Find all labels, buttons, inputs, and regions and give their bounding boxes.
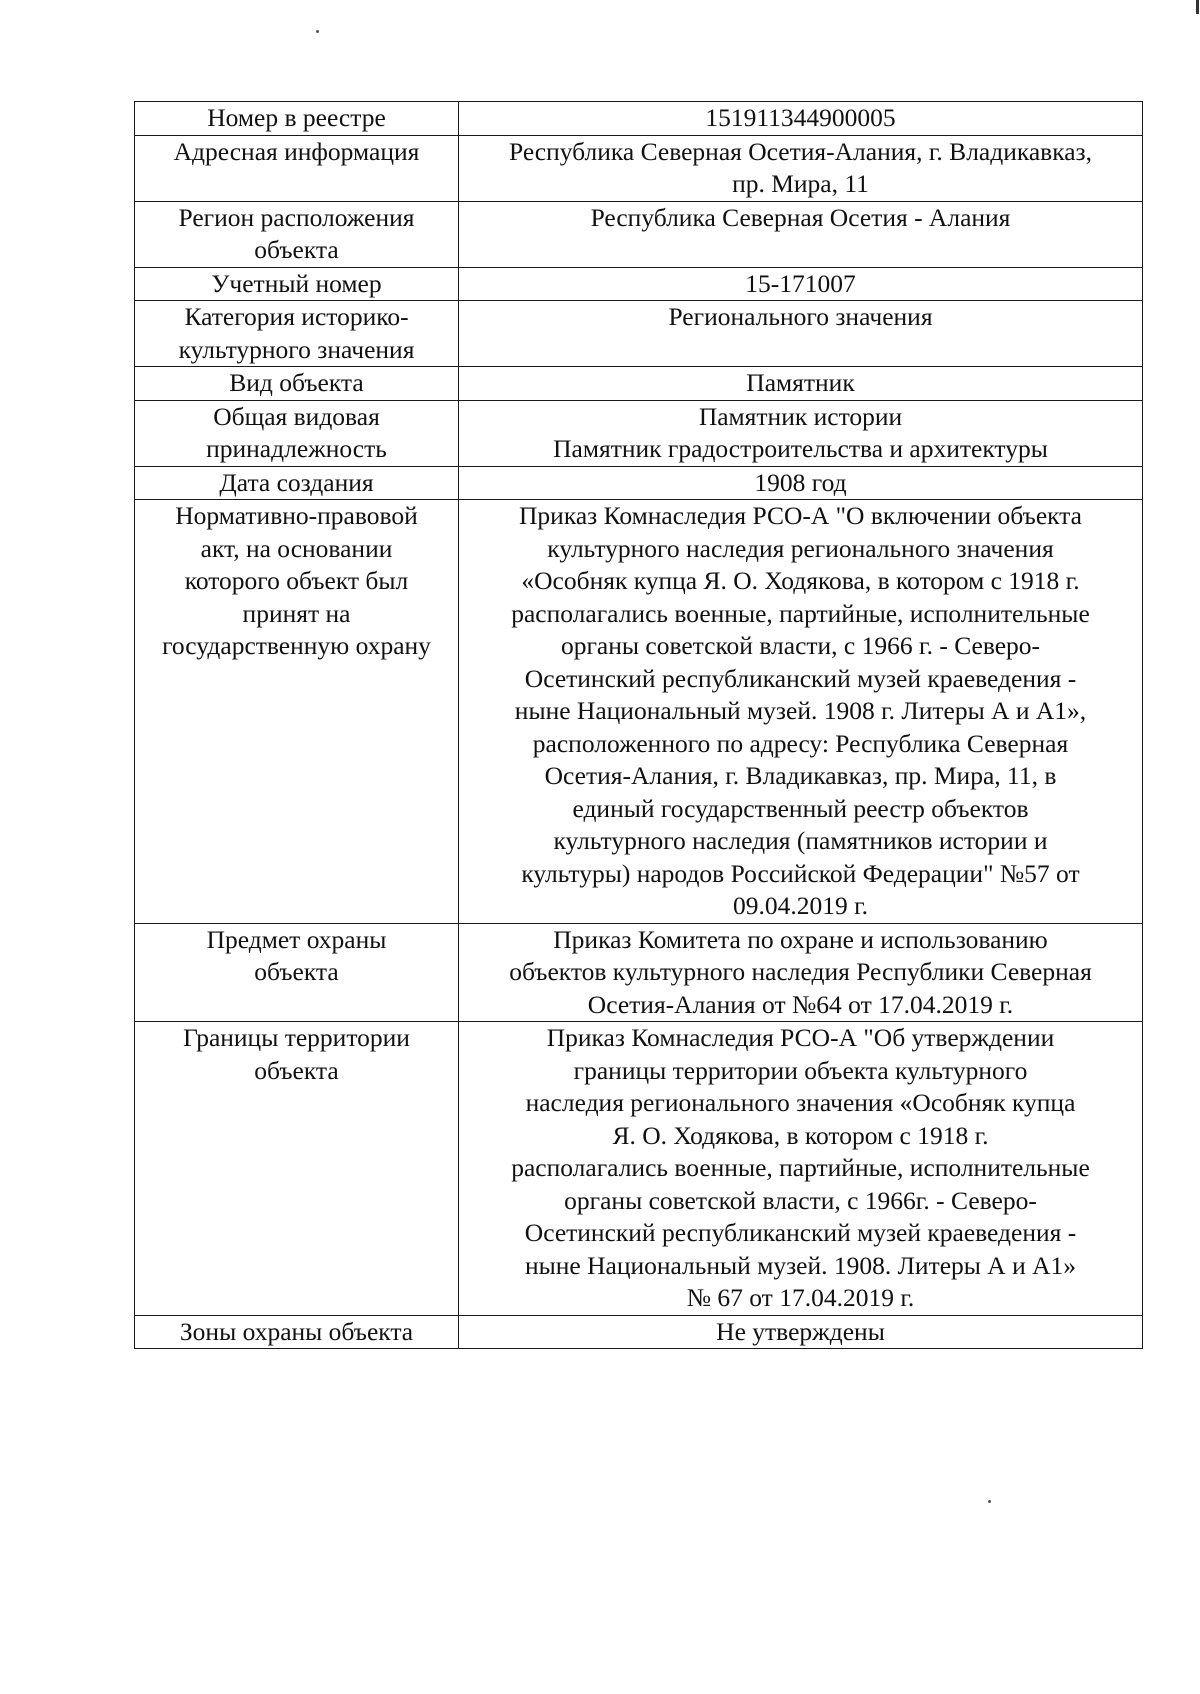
table-row — [135, 400, 1143, 466]
row-label-registry-number: Номер в реестре — [135, 102, 459, 136]
row-label-object-type: Вид объекта — [135, 367, 459, 401]
table-row — [135, 301, 1143, 367]
row-label-account-number: Учетный номер — [135, 267, 459, 301]
table-row — [135, 1315, 1143, 1349]
table-row — [135, 1022, 1143, 1316]
row-label-creation-date: Дата создания — [135, 466, 459, 500]
registry-table — [134, 101, 1143, 1349]
scan-speck — [988, 1500, 991, 1503]
table-row — [135, 500, 1143, 924]
scan-edge-mark — [1196, 0, 1199, 14]
row-value-account-number: 15-171007 — [459, 267, 1143, 301]
row-label-address: Адресная информация — [135, 135, 459, 201]
row-label-legal-act: Нормативно-правовой акт, на основании которого объект был принят на государственную охрану — [135, 500, 459, 924]
table-row — [135, 466, 1143, 500]
row-value-registry-number: 151911344900005 — [459, 102, 1143, 136]
row-value-address: Республика Северная Осетия-Алания, г. Владикавказ, пр. Мира, 11 — [459, 135, 1143, 201]
row-value-territory-borders: Приказ Комнаследия РСО-А "Об утверждении границы территории объекта культурного наследия регионального значения «Особняк купца Я. О. Ходякова, в котором с 1918 г. располагались военные, партийные, исполнительные органы советской власти, с 1966г. - Северо- Осетинский республиканский музей краеведения - ныне Национальный музей. 1908. Литеры А и А1» № 67 от 17.04.2019 г. — [459, 1022, 1143, 1316]
row-value-object-type: Памятник — [459, 367, 1143, 401]
table-row — [135, 267, 1143, 301]
table-row — [135, 135, 1143, 201]
table-row — [135, 201, 1143, 267]
row-value-creation-date: 1908 год — [459, 466, 1143, 500]
row-label-territory-borders: Границы территории объекта — [135, 1022, 459, 1316]
row-value-protection-zones: Не утверждены — [459, 1315, 1143, 1349]
table-row — [135, 923, 1143, 1022]
row-value-protection-subject: Приказ Комитета по охране и использованию объектов культурного наследия Республики Северная Осетия-Алания от №64 от 17.04.2019 г. — [459, 923, 1143, 1022]
row-value-region: Республика Северная Осетия - Алания — [459, 201, 1143, 267]
row-value-general-type: Памятник истории Памятник градостроительства и архитектуры — [459, 400, 1143, 466]
table-row — [135, 102, 1143, 136]
row-label-protection-subject: Предмет охраны объекта — [135, 923, 459, 1022]
table-row — [135, 367, 1143, 401]
row-label-region: Регион расположения объекта — [135, 201, 459, 267]
scan-speck — [316, 30, 319, 33]
row-label-category: Категория историко- культурного значения — [135, 301, 459, 367]
row-value-legal-act: Приказ Комнаследия РСО-А "О включении объекта культурного наследия регионального значения «Особняк купца Я. О. Ходякова, в котором с 1918 г. располагались военные, партийные, исполнительные органы советской власти, с 1966 г. - Северо- Осетинский республиканский музей краеведения - ныне Национальный музей. 1908 г. Литеры А и А1», расположенного по адресу: Республика Северная Осетия-Алания, г. Владикавказ, пр. Мира, 11, в единый государственный реестр объектов культурного наследия (памятников истории и культуры) народов Российской Федерации" №57 от 09.04.2019 г. — [459, 500, 1143, 924]
row-label-general-type: Общая видовая принадлежность — [135, 400, 459, 466]
row-value-category: Регионального значения — [459, 301, 1143, 367]
row-label-protection-zones: Зоны охраны объекта — [135, 1315, 459, 1349]
